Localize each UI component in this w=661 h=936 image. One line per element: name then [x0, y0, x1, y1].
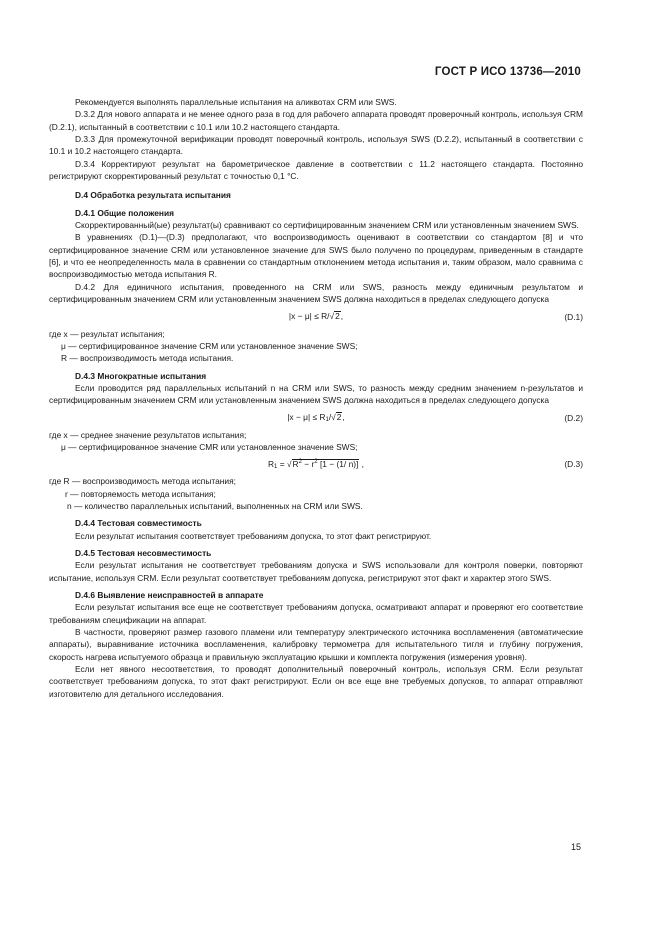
paragraph: Рекомендуется выполнять параллельные испытания на аликвотах CRM или SWS. [75, 97, 397, 107]
formula-expression [289, 310, 343, 322]
sqrt-radicand: 2 [335, 311, 340, 322]
section-heading-d45: D.4.5 Тестовая несовместимость [75, 547, 212, 558]
paragraph: Если результат испытания соответствует требованиям допуска, то этот факт регистрируют. [75, 530, 432, 541]
radicand-term: − r [301, 459, 315, 470]
formula-lhs: |x − μ| ≤ R/ [288, 311, 330, 322]
formula-equals: = [277, 459, 287, 470]
definition-line: μ — сертифицированное значение CMR или установленное значение SWS; [61, 441, 358, 452]
definition-line: R — воспроизводимость метода испытания. [61, 353, 234, 364]
sqrt-symbol: √ [329, 311, 335, 322]
formula-d1 [49, 306, 583, 328]
formula-number: (D.1) [564, 311, 583, 322]
paragraph: D.3.3 Для промежуточной верификации проводят поверочный контроль, используя SWS (D.2.2), испытанный в соответствии с 10.1 и 10.2 настоящего стандарта. [49, 134, 583, 157]
radicand-term: R [292, 459, 299, 470]
formula-lhs: R [267, 459, 275, 470]
definition-line: r — повторяемость метода испытания; [65, 488, 216, 499]
definition-line: n — количество параллельных испытаний, выполненных на CRM или SWS. [67, 500, 363, 511]
paragraph: Если результат испытания все еще не соответствует требованиям допуска, осматривают аппарат и проверяют его соответствие требованиям спецификации на аппарат. [49, 602, 583, 625]
formula-d3 [49, 453, 583, 475]
definition-line: где x — среднее значение результатов испытания; [49, 429, 247, 440]
sqrt-radicand: 2 [336, 412, 342, 423]
sqrt-symbol: √ [286, 459, 292, 470]
sqrt-radicand [292, 459, 360, 469]
formula-end: , [359, 459, 365, 470]
formula-end: , [342, 412, 345, 423]
formula-subscript: 1 [325, 417, 329, 424]
section-heading-d43: D.4.3 Многократные испытания [75, 370, 207, 381]
paragraph: D.3.2 Для нового аппарата и не менее одного раза в год для рабочего аппарата проводят проверочный контроль, используя CRM (D.2.1), испытанный в соответствии с 10.1 или 10.2 настоящего стандарта. [49, 109, 583, 132]
page-number: 15 [570, 842, 581, 852]
formula-number: (D.2) [564, 412, 583, 423]
section-heading-d44: D.4.4 Тестовая совместимость [75, 518, 202, 529]
paragraph: Если результат испытания не соответствует требованиям допуска и SWS использовали для контроля поверки, повторяют испытание, используя CRM. Если результат соответствует требованиям допуска, регистрируют этот факт и характер этого SWS. [49, 560, 583, 583]
definition-line: где R — воспроизводимость метода испытания; [49, 476, 236, 487]
paragraph: В частности, проверяют размер газового пламени или температуру электрического источника воспламенения (автоматические аппараты), выравнивание источника воспламенения, калибровку термометра для испытательного тигля и глубину погружения, скорость нагрева испытуемого образца и правильную эксплуатацию крышки и комплекта погружения (измерения уровня). [49, 627, 583, 662]
radicand-exponent: 2 [314, 459, 318, 466]
definition-line: μ — сертифицированное значение CRM или установленное значение SWS; [61, 340, 358, 351]
paragraph: Если нет явного несоответствия, то проводят дополнительный поверочный контроль, используя CRM. Если результат соответствует требованиям допуска, то этот факт регистрируют. Если он все еще вне требуемых допусков, то аппарат отправляют изготовителю для детального исследования. [49, 664, 583, 699]
paragraph: D.3.4 Корректируют результат на барометрическое давление в соответствии с 11.2 настоящего стандарта. Постоянно регистрируют скорректированный результат с точностью 0,1 °С. [49, 158, 583, 182]
formula-d2 [49, 407, 583, 429]
section-heading-d4: D.4 Обработка результата испытания [75, 190, 231, 201]
formula-expression [268, 458, 364, 470]
formula-lhs: |x − μ| ≤ R [287, 412, 326, 423]
definition-line: где x — результат испытания; [49, 328, 165, 339]
sqrt-symbol: √ [331, 412, 336, 423]
formula-number: (D.3) [564, 459, 583, 470]
section-heading-d41: D.4.1 Общие положения [75, 207, 174, 218]
paragraph: Если проводится ряд параллельных испытаний n на CRM или SWS, то разность между средним значением n-результатов и сертифицированным значением CRM или установленным значением SWS должна находиться в пределах следующего допуска [49, 382, 583, 406]
radicand-exponent: 2 [298, 459, 302, 466]
formula-expression [287, 411, 345, 423]
document-body [49, 96, 583, 700]
radicand-term: [1 − (1/ n)] [317, 459, 359, 470]
formula-subscript: 1 [274, 464, 278, 471]
paragraph: Скорректированный(ые) результат(ы) сравнивают со сертифицированным значением CRM или установленным значением SWS. [75, 220, 579, 231]
paragraph: D.4.2 Для единичного испытания, проведенного на CRM или SWS, разность между единичным результатом и сертифицированным значением CRM или установленным значением SWS должна находиться в пределах следующего допуска [49, 281, 583, 305]
formula-end: , [340, 311, 344, 322]
section-heading-d46: D.4.6 Выявление неисправностей в аппарате [75, 590, 264, 600]
paragraph: В уравнениях (D.1)—(D.3) предполагают, что воспроизводимость оценивают в соответствии со стандартом [8] и что сертифицированное значение CRM или установленное значение для SWS было получено по процедурам, приведенным в стандарте [6], и что ее неопределенность мала в сравнении со стандартным отклонением метода испытания и, таким образом, мало сравнима с воспроизводимостью метода испытания R. [49, 232, 583, 280]
formula-slash: / [328, 412, 332, 423]
document-header: ГОСТ Р ИСО 13736—2010 [434, 66, 581, 78]
